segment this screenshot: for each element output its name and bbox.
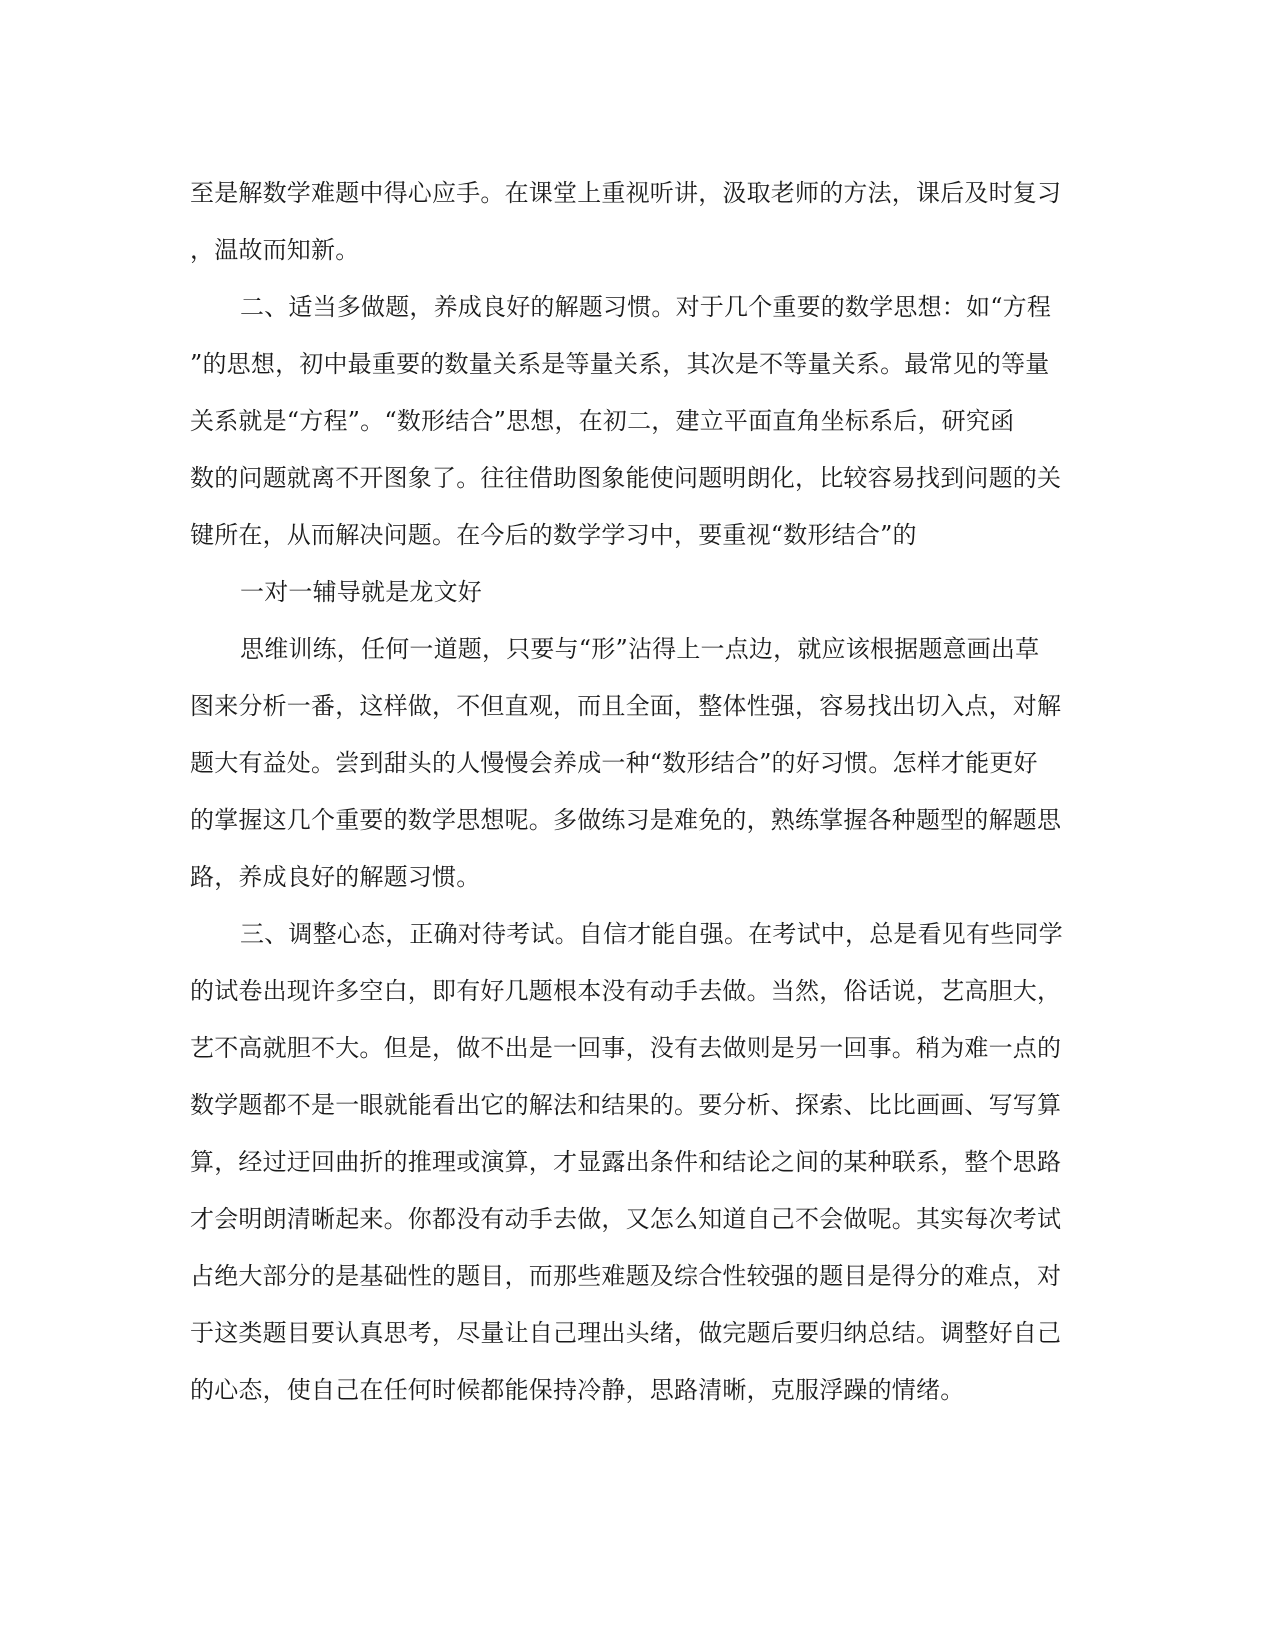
text-line: ，温故而知新。: [190, 236, 360, 264]
text-line: 艺不高就胆不大。但是，做不出是一回事，没有去做则是另一回事。稍为难一点的: [190, 1034, 1062, 1062]
text-line: 于这类题目要认真思考，尽量让自己理出头绪，做完题后要归纳总结。调整好自己: [190, 1319, 1062, 1347]
text-line: 的试卷出现许多空白，即有好几题根本没有动手去做。当然，俗话说，艺高胆大，: [190, 977, 1062, 1005]
text-line: 数学题都不是一眼就能看出它的解法和结果的。要分析、探索、比比画画、写写算: [190, 1091, 1062, 1119]
tagline: 一对一辅导就是龙文好: [240, 578, 482, 606]
text-line: 关系就是“方程”。“数形结合”思想，在初二，建立平面直角坐标系后，研究函: [190, 407, 1015, 435]
text-line: 算，经过迂回曲折的推理或演算，才显露出条件和结论之间的某种联系，整个思路: [190, 1148, 1062, 1176]
paragraph-heading-2: 二、适当多做题，养成良好的解题习惯。对于几个重要的数学思想：如“方程: [240, 293, 1052, 321]
text-line: 图来分析一番，这样做，不但直观，而且全面，整体性强，容易找出切入点，对解: [190, 692, 1062, 720]
text-line: 才会明朗清晰起来。你都没有动手去做，又怎么知道自己不会做呢。其实每次考试: [190, 1205, 1062, 1233]
text-line: 题大有益处。尝到甜头的人慢慢会养成一种“数形结合”的好习惯。怎样才能更好: [190, 749, 1038, 777]
text-line: 的掌握这几个重要的数学思想呢。多做练习是难免的，熟练掌握各种题型的解题思: [190, 806, 1062, 834]
text-line: 思维训练，任何一道题，只要与“形”沾得上一点边，就应该根据题意画出草: [240, 635, 1040, 663]
text-line: 路，养成良好的解题习惯。: [190, 863, 481, 891]
text-line: ”的思想，初中最重要的数量关系是等量关系，其次是不等量关系。最常见的等量: [190, 350, 1050, 378]
text-line: 占绝大部分的是基础性的题目，而那些难题及综合性较强的题目是得分的难点，对: [190, 1262, 1062, 1290]
text-line: 键所在，从而解决问题。在今后的数学学习中，要重视“数形结合”的: [190, 521, 917, 549]
text-line: 的心态，使自己在任何时候都能保持冷静，思路清晰，克服浮躁的情绪。: [190, 1376, 965, 1404]
text-line: 至是解数学难题中得心应手。在课堂上重视听讲，汲取老师的方法，课后及时复习: [190, 179, 1062, 207]
paragraph-heading-3: 三、调整心态，正确对待考试。自信才能自强。在考试中，总是看见有些同学: [240, 920, 1063, 948]
text-line: 数的问题就离不开图象了。往往借助图象能使问题明朗化，比较容易找到问题的关: [190, 464, 1062, 492]
